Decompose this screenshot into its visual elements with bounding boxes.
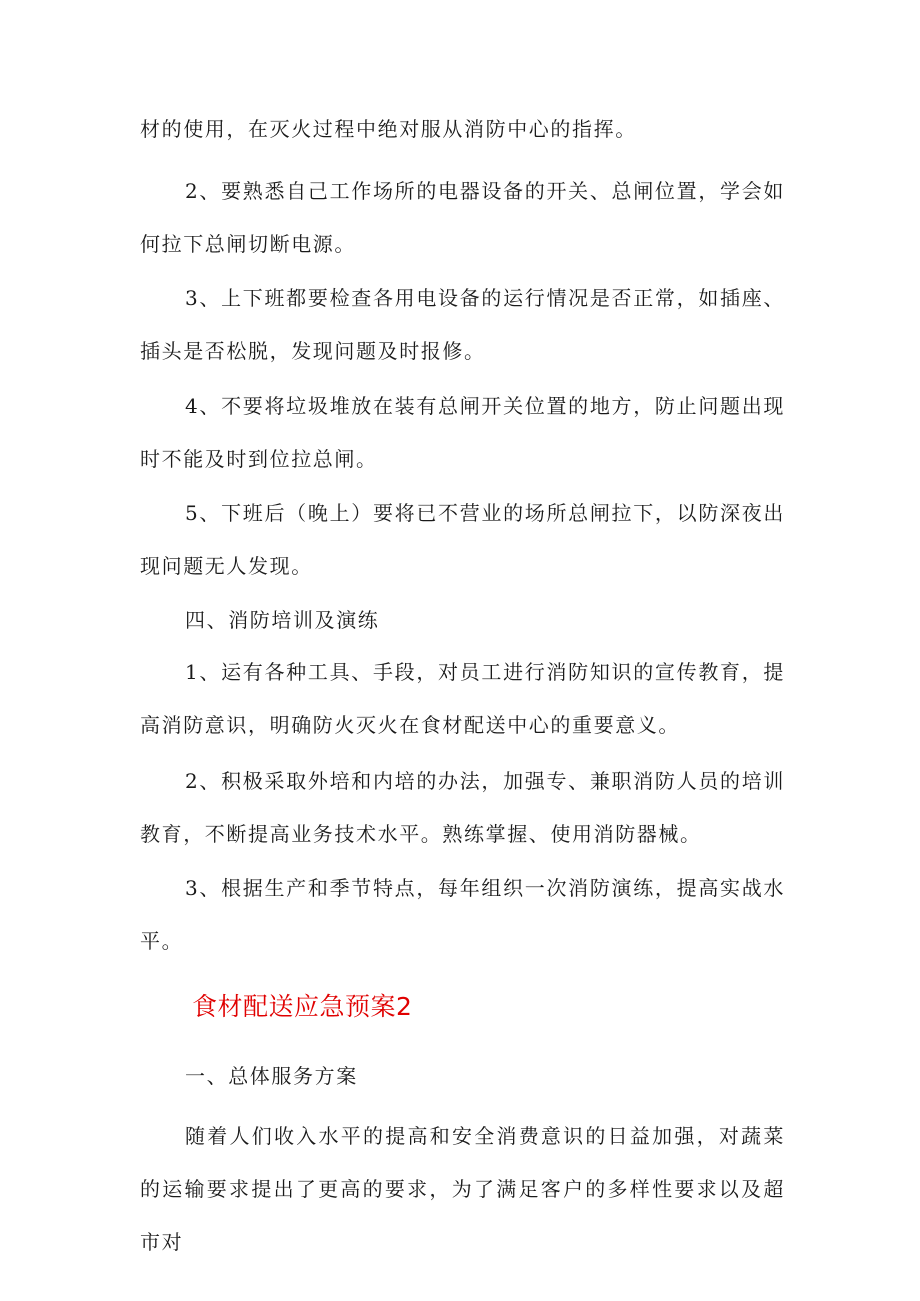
paragraph-item-5: 5、下班后（晚上）要将已不营业的场所总闸拉下，以防深夜出现问题无人发现。 xyxy=(140,501,785,578)
paragraph-training-3: 3、根据生产和季节特点，每年组织一次消防演练，提高实战水平。 xyxy=(140,876,785,953)
paragraph-training-2: 2、积极采取外培和内培的办法，加强专、兼职消防人员的培训教育，不断提高业务技术水平。熟练掌握、使用消防器械。 xyxy=(140,769,785,846)
paragraph-item-2: 2、要熟悉自己工作场所的电器设备的开关、总闸位置，学会如何拉下总闸切断电源。 xyxy=(140,179,785,256)
section-heading-training: 四、消防培训及演练 xyxy=(185,608,380,632)
section-heading-overall-service: 一、总体服务方案 xyxy=(185,1064,358,1088)
document-section-title: 食材配送应急预案2 xyxy=(192,992,413,1021)
paragraph-overall-service: 随着人们收入水平的提高和安全消费意识的日益加强，对蔬菜的运输要求提出了更高的要求，为了满足客户的多样性要求以及超市对 xyxy=(140,1124,785,1254)
paragraph-item-4: 4、不要将垃圾堆放在装有总闸开关位置的地方，防止问题出现时不能及时到位拉总闸。 xyxy=(140,394,785,471)
paragraph-continuation: 材的使用，在灭火过程中绝对服从消防中心的指挥。 xyxy=(140,117,637,141)
paragraph-item-3: 3、上下班都要检查各用电设备的运行情况是否正常，如插座、插头是否松脱，发现问题及时报修。 xyxy=(140,286,785,363)
paragraph-training-1: 1、运有各种工具、手段，对员工进行消防知识的宣传教育，提高消防意识，明确防火灭火在食材配送中心的重要意义。 xyxy=(140,660,785,737)
